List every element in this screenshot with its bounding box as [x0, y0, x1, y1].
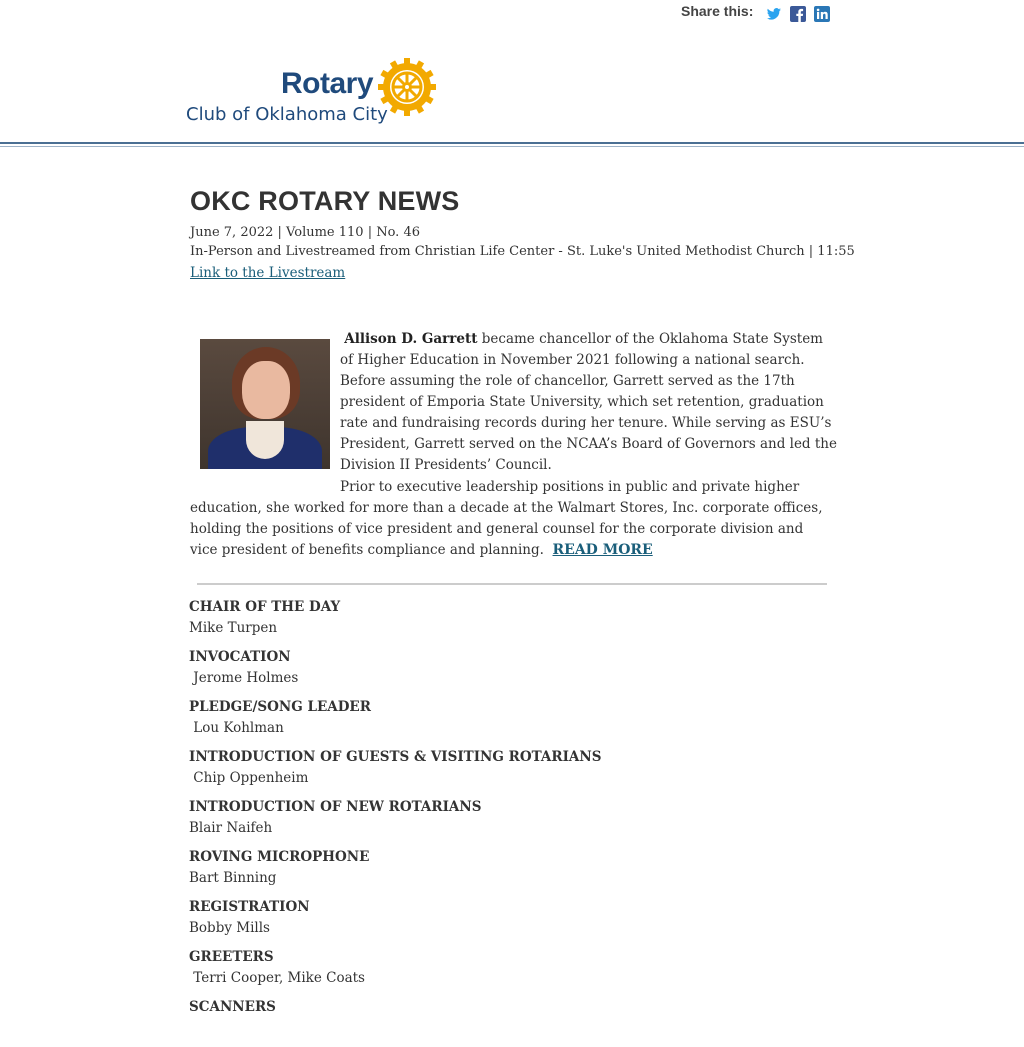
- role-name: Jerome Holmes: [189, 670, 299, 686]
- facebook-icon[interactable]: [790, 6, 806, 22]
- linkedin-icon[interactable]: [814, 6, 830, 22]
- logo-subtitle: Club of Oklahoma City: [186, 104, 388, 125]
- role-title: REGISTRATION: [189, 899, 310, 915]
- bio-paragraph-2: Prior to executive leadership positions in public and private higher education, she worked for more than a decade at the Walmart Stores, Inc. corporate offices, holding the positions of vice president and general counsel for the corporate division and vice president of benefits compliance and planning.: [190, 479, 823, 558]
- location-line: In-Person and Livestreamed from Christian Life Center - St. Luke's United Methodist Church | 11:55: [190, 244, 855, 259]
- rotary-logo[interactable]: [186, 56, 446, 132]
- role-name: Mike Turpen: [189, 620, 278, 636]
- role-name: Bart Binning: [189, 870, 277, 886]
- role-name: Chip Oppenheim: [189, 770, 309, 786]
- share-bar: [681, 3, 838, 23]
- role-title: INVOCATION: [189, 649, 291, 665]
- role-title: ROVING MICROPHONE: [189, 849, 370, 865]
- read-more-link[interactable]: READ MORE: [552, 542, 653, 558]
- role-title: GREETERS: [189, 949, 274, 965]
- role-name: Lou Kohlman: [189, 720, 284, 736]
- header-divider: [0, 142, 1024, 144]
- issue-line: June 7, 2022 | Volume 110 | No. 46: [190, 225, 420, 240]
- speaker-bio: [340, 329, 840, 476]
- role-name: Blair Naifeh: [189, 820, 273, 836]
- speaker-name: Allison D. Garrett: [344, 331, 478, 347]
- rotary-wheel-icon: [377, 57, 437, 117]
- share-label: Share this:: [681, 3, 754, 19]
- speaker-photo: [200, 339, 330, 469]
- role-title: SCANNERS: [189, 999, 276, 1015]
- role-item: [189, 897, 829, 947]
- role-title: INTRODUCTION OF NEW ROTARIANS: [189, 799, 482, 815]
- section-divider: [197, 583, 827, 585]
- livestream-link[interactable]: Link to the Livestream: [190, 265, 346, 281]
- role-item: [189, 697, 829, 747]
- logo-wordmark: Rotary: [281, 67, 374, 100]
- role-item: [189, 647, 829, 697]
- role-name: Bobby Mills: [189, 920, 270, 936]
- role-name: Terri Cooper, Mike Coats: [189, 970, 365, 986]
- bio-paragraph-1: became chancellor of the Oklahoma State System of Higher Education in November 2021 following a national search. Before assuming the role of chancellor, Garrett served as the 17th president of Emporia State University, which set retention, graduation rate and fundraising records during her tenure. While serving as ESU’s President, Garrett served on the NCAA’s Board of Governors and led the Division II Presidents’ Council.: [340, 331, 837, 473]
- role-title: PLEDGE/SONG LEADER: [189, 699, 371, 715]
- program-roles: [189, 597, 829, 1047]
- twitter-icon[interactable]: [766, 6, 782, 22]
- role-item: [189, 947, 829, 997]
- speaker-bio-continued: [190, 477, 830, 561]
- role-item: [189, 997, 829, 1047]
- newsletter-title: OKC ROTARY NEWS: [190, 186, 460, 216]
- role-item: [189, 747, 829, 797]
- role-title: CHAIR OF THE DAY: [189, 599, 341, 615]
- role-item: [189, 797, 829, 847]
- role-title: INTRODUCTION OF GUESTS & VISITING ROTARIANS: [189, 749, 602, 765]
- role-item: [189, 597, 829, 647]
- header-divider-thin: [0, 146, 1024, 147]
- role-item: [189, 847, 829, 897]
